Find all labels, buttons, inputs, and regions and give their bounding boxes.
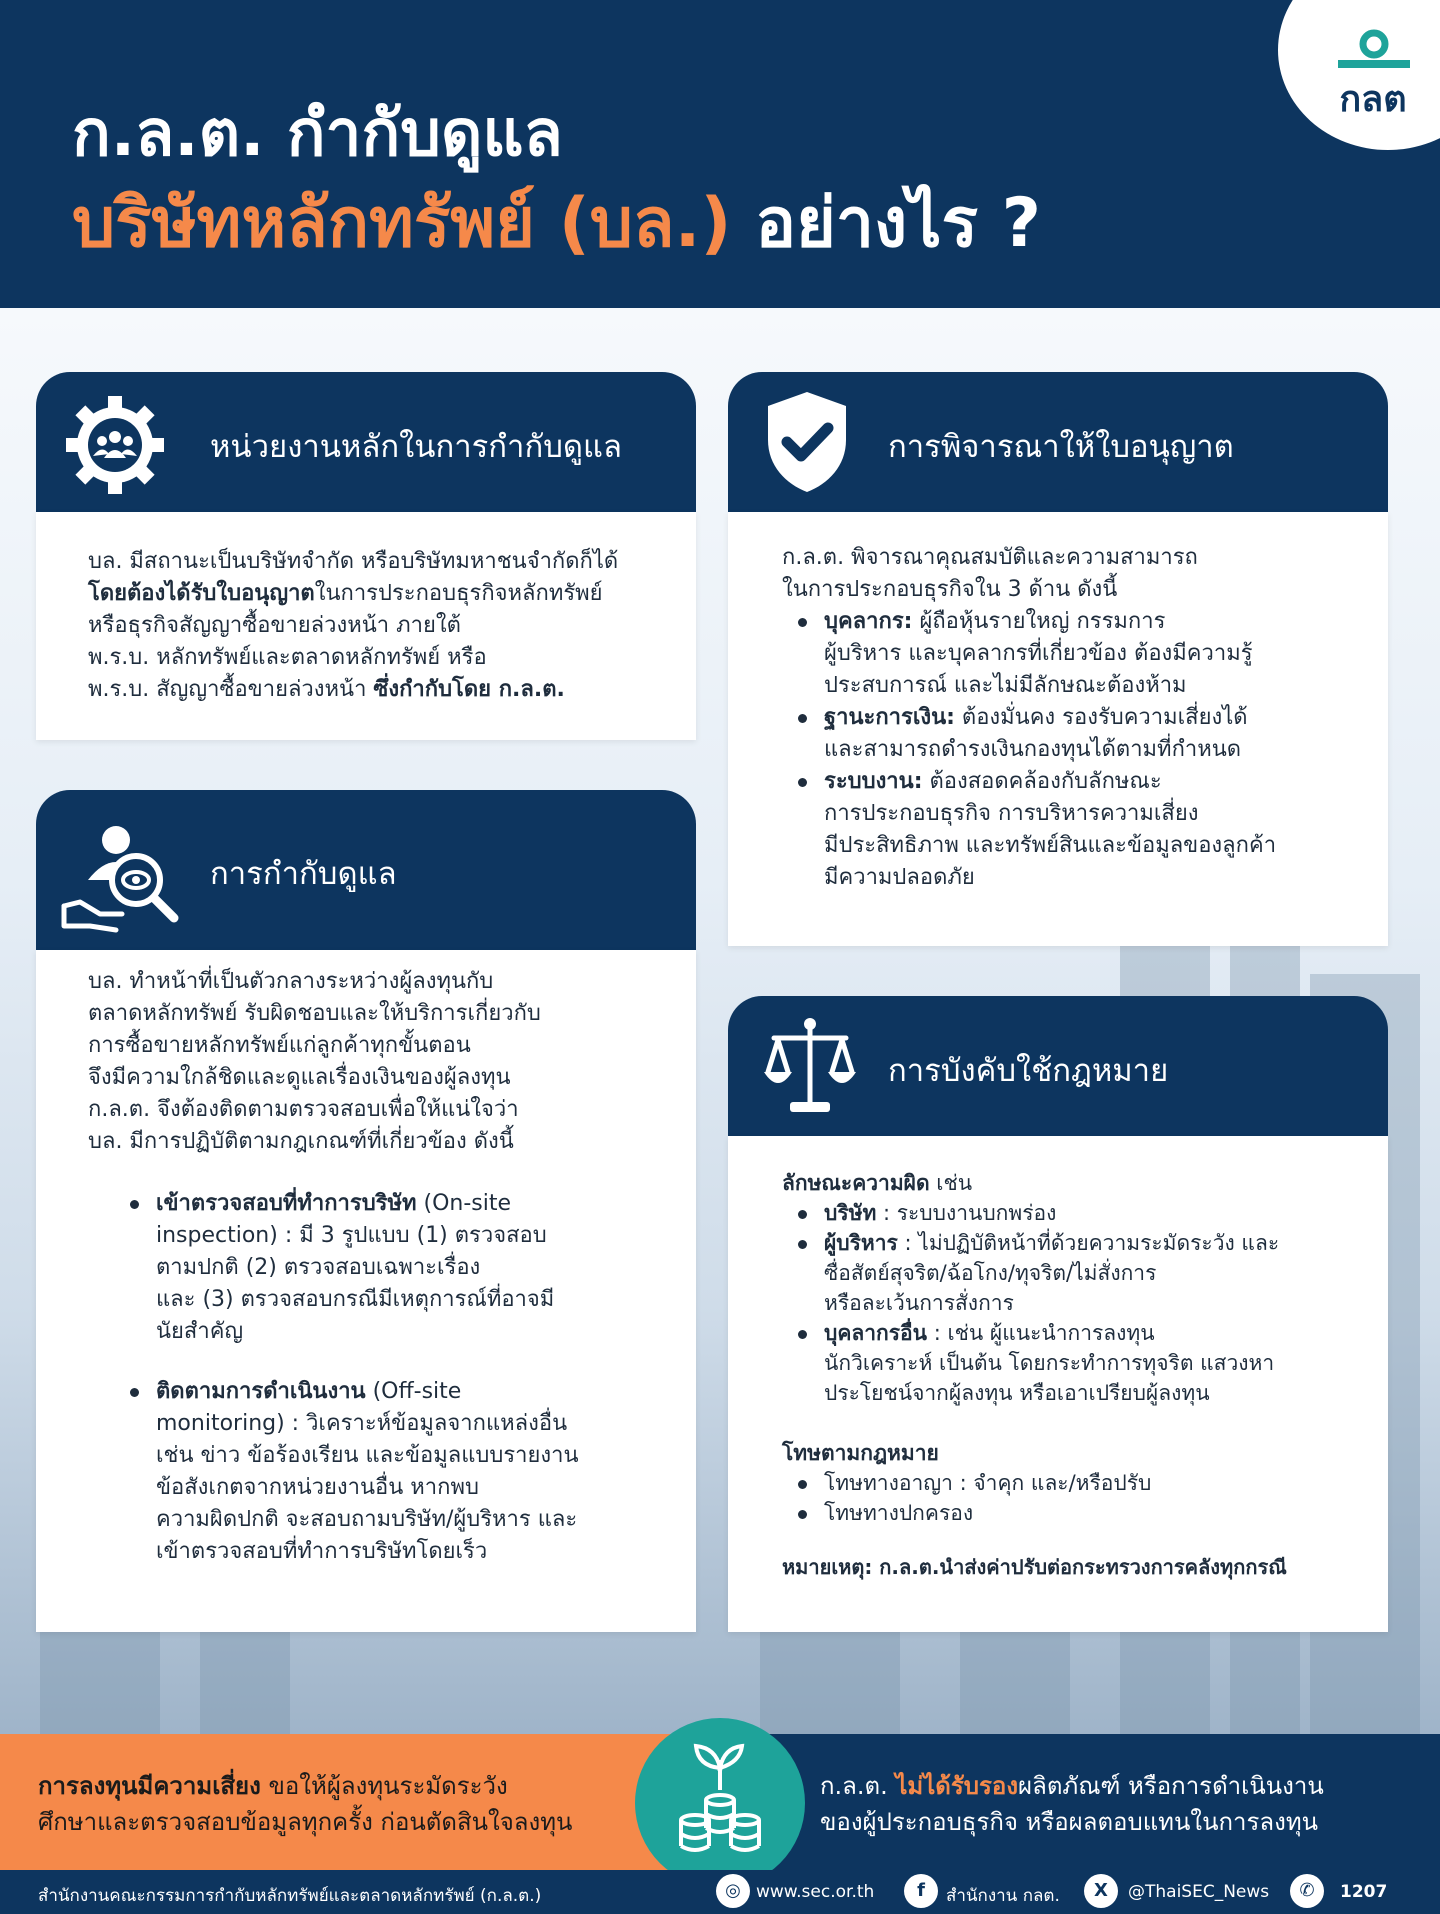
risk-line1: ขอให้ผู้ลงทุนระมัดระวัง — [260, 1772, 508, 1800]
item-text: ตามปกติ (2) ตรวจสอบเฉพาะเรื่อง — [156, 1255, 481, 1280]
item-text: (Off-site — [365, 1379, 462, 1404]
text-line: พ.ร.บ. หลักทรัพย์และตลาดหลักทรัพย์ หรือ — [88, 645, 487, 670]
header-banner — [0, 0, 1440, 308]
page-title-line1: ก.ล.ต. กำกับดูแล — [72, 97, 563, 171]
sprout-coins-icon — [665, 1742, 775, 1864]
list-item — [782, 1318, 1358, 1408]
criteria-list — [782, 606, 1348, 894]
list-item — [782, 606, 1348, 702]
text-span: เช่น — [929, 1171, 973, 1195]
text-line — [88, 674, 696, 706]
text-line: บล. มีสถานะเป็นบริษัทจำกัด หรือบริษัทมหาชนจำกัดก็ได้ — [88, 549, 619, 574]
item-text: ต้องมั่นคง รองรับความเสี่ยงได้ — [954, 705, 1248, 730]
text-line — [782, 1168, 1358, 1198]
disclaimer-line1: ผลิตภัณฑ์ หรือการดำเนินงาน — [1018, 1772, 1324, 1800]
card-title: การบังคับใช้กฎหมาย — [888, 1053, 1169, 1089]
item-text: : เช่น ผู้แนะนำการลงทุน — [927, 1321, 1155, 1345]
card-body — [728, 1136, 1388, 1632]
phone-icon: ✆ — [1290, 1874, 1324, 1908]
item-text: ความผิดปกติ จะสอบถามบริษัท/ผู้บริหาร และ — [156, 1507, 578, 1532]
subheading: โทษตามกฎหมาย — [782, 1441, 939, 1465]
card-body — [36, 950, 696, 1632]
item-text: ซื่อสัตย์สุจริต/ฉ้อโกง/ทุจริต/ไม่สั่งการ — [824, 1261, 1157, 1285]
offense-list — [782, 1198, 1358, 1408]
item-text: และสามารถดำรงเงินกองทุนได้ตามที่กำหนด — [824, 737, 1242, 762]
disclaimer-text — [820, 1768, 1400, 1840]
text-line: บล. มีการปฏิบัติตามกฎเกณฑ์ที่เกี่ยวข้อง ดังนี้ — [88, 1129, 514, 1154]
card-title: การพิจารณาให้ใบอนุญาต — [888, 429, 1234, 465]
item-text: นักวิเคราะห์ เป็นต้น โดยกระทำการทุจริต แสวงหา — [824, 1351, 1275, 1375]
item-text: นัยสำคัญ — [156, 1319, 244, 1344]
org-name: สำนักงานคณะกรรมการกำกับหลักทรัพย์และตลาดหลักทรัพย์ (ก.ล.ต.) — [38, 1886, 542, 1906]
card-licensing — [728, 372, 1388, 946]
card-supervision — [36, 790, 696, 1632]
disclaimer-line2: ของผู้ประกอบธุรกิจ หรือผลตอบแทนในการลงทุน — [820, 1808, 1319, 1836]
item-text: ผู้บริหาร และบุคลากรที่เกี่ยวข้อง ต้องมีความรู้ — [824, 641, 1253, 666]
hotline-number[interactable]: 1207 — [1340, 1882, 1388, 1902]
risk-line2: ศึกษาและตรวจสอบข้อมูลทุกครั้ง ก่อนตัดสินใจลงทุน — [38, 1808, 573, 1836]
text-line: ในการประกอบธุรกิจใน 3 ด้าน ดังนี้ — [782, 577, 1118, 602]
item-text: มีประสิทธิภาพ และทรัพย์สินและข้อมูลของลูกค้า — [824, 833, 1277, 858]
list-item — [782, 1228, 1358, 1318]
item-text: มีความปลอดภัย — [824, 865, 975, 890]
item-text: ข้อสังเกตจากหน่วยงานอื่น หากพบ — [156, 1475, 479, 1500]
text-line: จึงมีความใกล้ชิดและดูแลเรื่องเงินของผู้ลงทุน — [88, 1065, 511, 1090]
list-item — [114, 1188, 666, 1348]
text-line: หรือธุรกิจสัญญาซื้อขายล่วงหน้า ภายใต้ — [88, 613, 461, 638]
item-text: การประกอบธุรกิจ การบริหารความเสี่ยง — [824, 801, 1199, 826]
item-label: เข้าตรวจสอบที่ทำการบริษัท — [156, 1191, 417, 1216]
card-enforcement — [728, 996, 1388, 1632]
item-text: : ไม่ปฏิบัติหน้าที่ด้วยความระมัดระวัง และ — [897, 1231, 1280, 1255]
text-line: ก.ล.ต. พิจารณาคุณสมบัติและความสามารถ — [782, 545, 1198, 570]
text-span: พ.ร.บ. สัญญาซื้อขายล่วงหน้า — [88, 677, 374, 702]
item-label: ระบบงาน: — [824, 769, 923, 794]
list-item — [782, 702, 1348, 766]
sprout-coins-badge — [635, 1718, 805, 1888]
text-line: การซื้อขายหลักทรัพย์แก่ลูกค้าทุกขั้นตอน — [88, 1033, 471, 1058]
item-label: บริษัท — [824, 1201, 877, 1225]
supervision-list — [114, 1188, 666, 1568]
x-icon: X — [1084, 1874, 1118, 1908]
list-item — [114, 1376, 666, 1568]
text-line: บล. ทำหน้าที่เป็นตัวกลางระหว่างผู้ลงทุนกับ — [88, 969, 494, 994]
card-title: การกำกับดูแล — [210, 856, 397, 892]
gear-people-icon — [62, 392, 168, 498]
item-text: ประสบการณ์ และไม่มีลักษณะต้องห้าม — [824, 673, 1187, 698]
list-item: โทษทางอาญา : จำคุก และ/หรือปรับ — [782, 1468, 1358, 1498]
facebook-link[interactable]: สำนักงาน กลต. — [946, 1886, 1060, 1906]
list-item: โทษทางปกครอง — [782, 1498, 1358, 1528]
item-text: ต้องสอดคล้องกับลักษณะ — [922, 769, 1162, 794]
facebook-icon: f — [904, 1874, 938, 1908]
item-label: บุคลากรอื่น — [824, 1321, 928, 1345]
card-main-regulator — [36, 372, 696, 740]
card-title: หน่วยงานหลักในการกำกับดูแล — [210, 429, 623, 465]
title-rest: อย่างไร ? — [731, 184, 1042, 263]
shield-check-icon — [762, 388, 852, 496]
logo-text: กลต — [1339, 79, 1407, 120]
card-header — [728, 372, 1388, 512]
x-link[interactable]: @ThaiSEC_News — [1128, 1882, 1270, 1902]
card-header — [36, 372, 696, 512]
title-highlight: บริษัทหลักทรัพย์ (บล.) — [72, 184, 732, 263]
text-line — [88, 578, 696, 610]
text-span: ในการประกอบธุรกิจหลักทรัพย์ — [314, 581, 603, 606]
item-label: ผู้บริหาร — [824, 1231, 898, 1255]
item-label: บุคลากร: — [824, 609, 913, 634]
item-text: ประโยชน์จากผู้ลงทุน หรือเอาเปรียบผู้ลงทุน — [824, 1381, 1210, 1405]
item-text: (On-site — [416, 1191, 512, 1216]
item-text: inspection) : มี 3 รูปแบบ (1) ตรวจสอบ — [156, 1223, 547, 1248]
item-text: เข้าตรวจสอบที่ทำการบริษัทโดยเร็ว — [156, 1539, 488, 1564]
card-body — [728, 512, 1388, 946]
bottom-contact-bar — [0, 1870, 1440, 1914]
disclaimer-highlight: ไม่ได้รับรอง — [895, 1772, 1019, 1800]
bold-text: ซึ่งกำกับโดย ก.ล.ต. — [373, 677, 565, 702]
item-text: monitoring) : วิเคราะห์ข้อมูลจากแหล่งอื่น — [156, 1411, 568, 1436]
text-line: ก.ล.ต. จึงต้องติดตามตรวจสอบเพื่อให้แน่ใจว่า — [88, 1097, 519, 1122]
text-line: ตลาดหลักทรัพย์ รับผิดชอบและให้บริการเกี่ยวกับ — [88, 1001, 541, 1026]
item-label: ฐานะการเงิน: — [824, 705, 955, 730]
risk-warning-text — [38, 1768, 638, 1840]
item-text: ผู้ถือหุ้นรายใหญ่ กรรมการ — [912, 609, 1166, 634]
magnifier-person-icon — [60, 810, 186, 936]
disclaimer-pre: ก.ล.ต. — [820, 1772, 896, 1800]
subheading: ลักษณะความผิด — [782, 1171, 930, 1195]
item-text: เช่น ข่าว ข้อร้องเรียน และข้อมูลแบบรายงาน — [156, 1443, 579, 1468]
risk-warning-band — [0, 1734, 720, 1870]
card-header — [36, 790, 696, 950]
risk-bold: การลงทุนมีความเสี่ยง — [38, 1772, 261, 1800]
list-item — [782, 1198, 1358, 1228]
card-body — [36, 512, 696, 740]
globe-icon: ◎ — [716, 1874, 750, 1908]
website-link[interactable]: www.sec.or.th — [756, 1882, 875, 1902]
item-text: หรือละเว้นการสั่งการ — [824, 1291, 1014, 1315]
card-header — [728, 996, 1388, 1136]
item-text: : ระบบงานบกพร่อง — [876, 1201, 1057, 1225]
item-label: ติดตามการดำเนินงาน — [156, 1379, 366, 1404]
item-text: และ (3) ตรวจสอบกรณีมีเหตุการณ์ที่อาจมี — [156, 1287, 555, 1312]
list-item — [782, 766, 1348, 894]
disclaimer-band — [720, 1734, 1440, 1870]
penalty-list — [782, 1468, 1358, 1528]
bold-text: โดยต้องได้รับใบอนุญาต — [88, 581, 315, 606]
page-title-line2 — [72, 168, 1041, 276]
footnote: หมายเหตุ: ก.ล.ต.นำส่งค่าปรับต่อกระทรวงการคลังทุกกรณี — [782, 1555, 1287, 1579]
scales-icon — [762, 1014, 858, 1118]
